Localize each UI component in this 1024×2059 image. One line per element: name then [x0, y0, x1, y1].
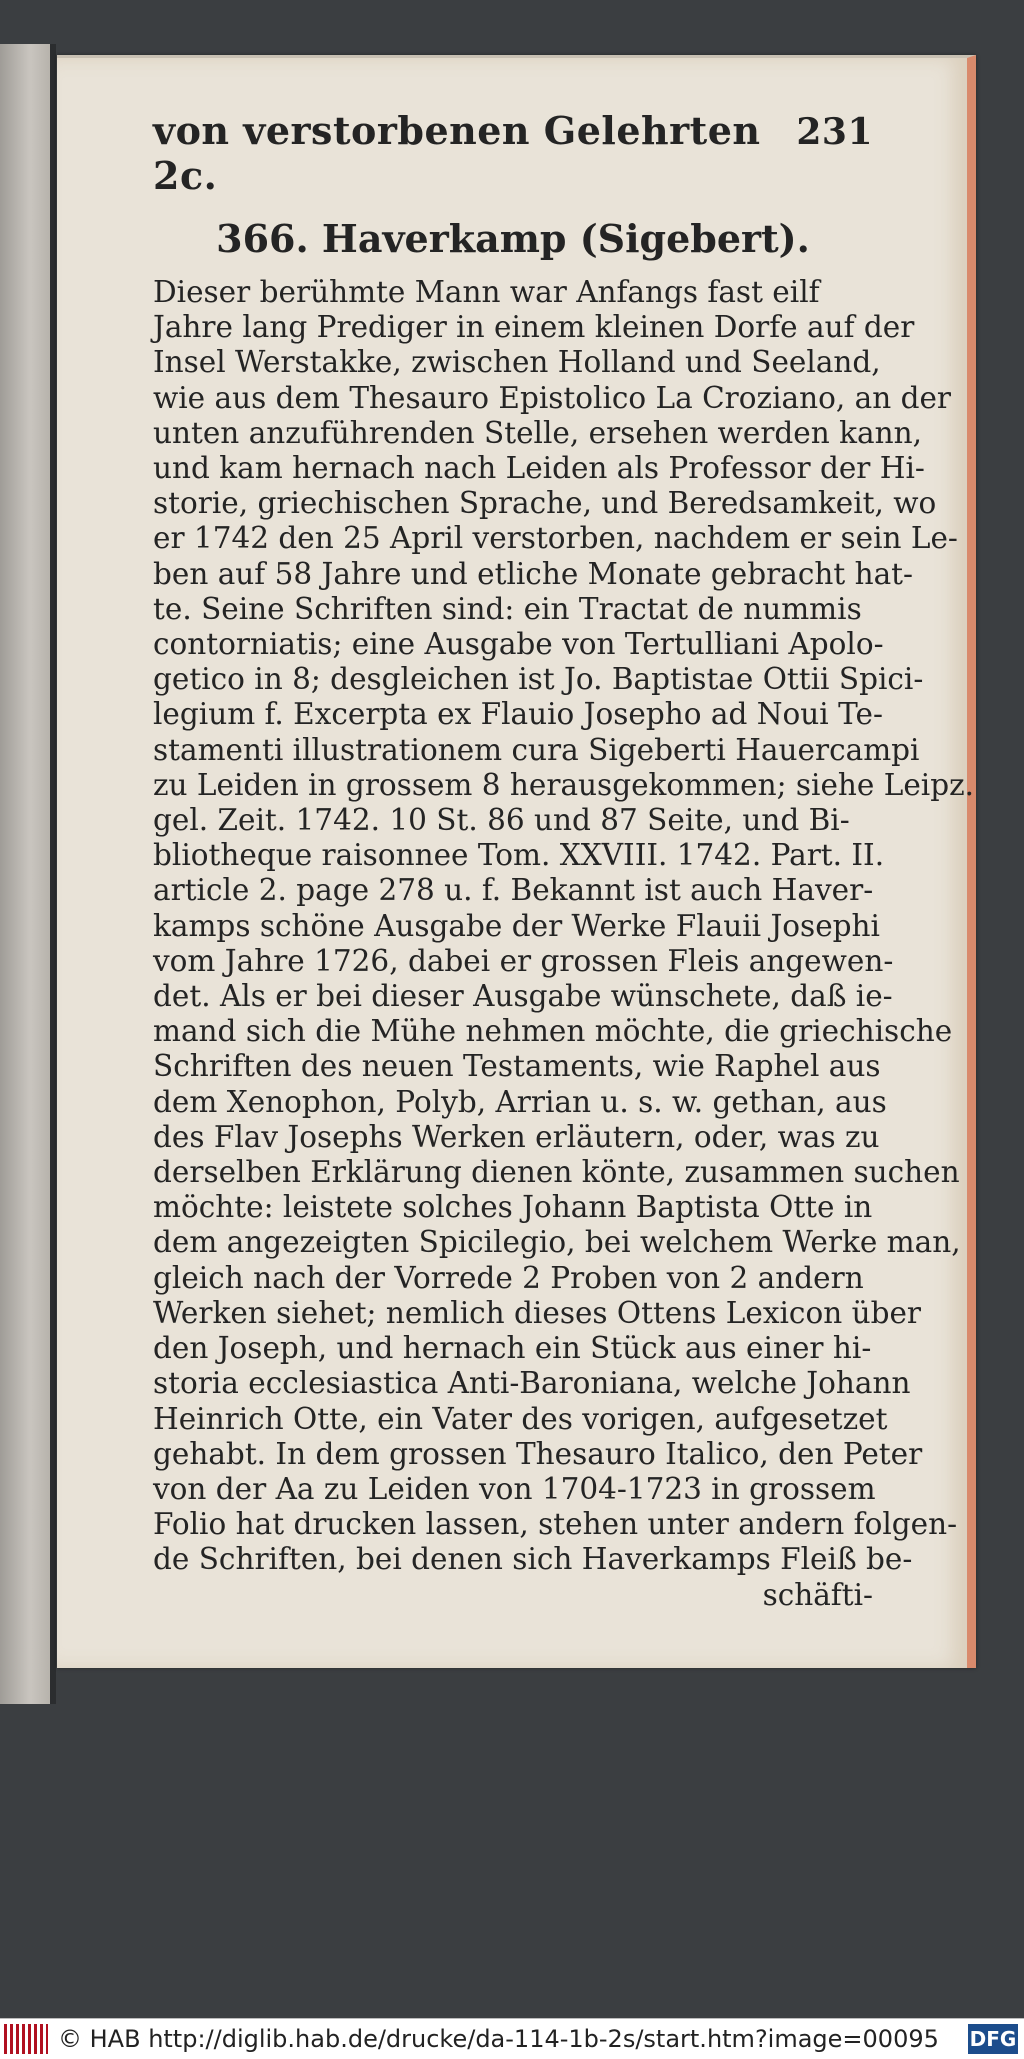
footer-bar [0, 2018, 1024, 2059]
text-line: te. Seine Schriften sind: ein Tractat de nummis [153, 591, 862, 626]
text-line: des Flav Josephs Werken erläutern, oder, was zu [153, 1119, 880, 1154]
previous-page-edge [0, 44, 52, 1704]
text-line: mand sich die Mühe nehmen möchte, die griechische [153, 1014, 953, 1049]
text-line: Insel Werstakke, zwischen Holland und Seeland, [153, 345, 881, 380]
text-line: contorniatis; eine Ausgabe von Tertulliani Apolo- [153, 627, 884, 662]
text-line: gleich nach der Vorrede 2 Proben von 2 andern [153, 1260, 864, 1295]
text-line: storie, griechischen Sprache, und Beredsamkeit, wo [153, 486, 937, 521]
text-line: legium f. Excerpta ex Flauio Josepho ad Noui Te- [153, 697, 883, 732]
dfg-logo: DFG [968, 2024, 1018, 2054]
text-line: unten anzuführenden Stelle, ersehen werden kann, [153, 415, 922, 450]
text-line: stamenti illustrationem cura Sigeberti Hauercampi [153, 732, 920, 767]
text-line: derselben Erklärung dienen könte, zusammen suchen [153, 1155, 960, 1190]
running-head [153, 108, 873, 198]
copyright-link[interactable]: © HAB http://diglib.hab.de/drucke/da-114-1b-2s/start.htm?image=00095 [58, 2025, 939, 2053]
text-line: Werken siehet; nemlich dieses Ottens Lexicon über [153, 1295, 922, 1330]
hab-logo-icon [4, 2024, 48, 2054]
entry-heading: 366. Haverkamp (Sigebert). [216, 216, 810, 261]
text-line: ben auf 58 Jahre und etliche Monate gebracht hat- [153, 556, 913, 591]
body-text [153, 275, 975, 1578]
text-line: von der Aa zu Leiden von 1704-1723 in grossem [153, 1471, 876, 1506]
text-line: bliotheque raisonnee Tom. XXVIII. 1742. Part. II. [153, 838, 885, 873]
text-line: dem Xenophon, Polyb, Arrian u. s. w. gethan, aus [153, 1084, 887, 1119]
text-line: zu Leiden in grossem 8 herausgekommen; siehe Leipz. [153, 767, 975, 802]
text-line: möchte: leistete solches Johann Baptista Otte in [153, 1190, 873, 1225]
running-head-title: von verstorbenen Gelehrten 2c. [153, 108, 761, 198]
page-content [153, 108, 975, 1613]
text-line: dem angezeigten Spicilegio, bei welchem Werke man, [153, 1225, 961, 1260]
text-line: vom Jahre 1726, dabei er grossen Fleis angewen- [153, 943, 894, 978]
text-line: er 1742 den 25 April verstorben, nachdem er sein Le- [153, 521, 958, 556]
text-line: getico in 8; desgleichen ist Jo. Baptistae Ottii Spici- [153, 662, 924, 697]
text-line: gehabt. In dem grossen Thesauro Italico, den Peter [153, 1436, 923, 1471]
text-line: Dieser berühmte Mann war Anfangs fast eilf [153, 275, 820, 309]
text-line: article 2. page 278 u. f. Bekannt ist auch Haver- [153, 873, 874, 908]
text-line: Heinrich Otte, ein Vater des vorigen, aufgesetzet [153, 1401, 888, 1436]
page-number: 231 [796, 111, 873, 153]
text-line: de Schriften, bei denen sich Haverkamps Fleiß be- [153, 1542, 913, 1577]
text-line: storia ecclesiastica Anti-Baroniana, welche Johann [153, 1366, 911, 1401]
catchword: schäfti- [762, 1577, 873, 1612]
text-line: wie aus dem Thesauro Epistolico La Croziano, an der [153, 380, 952, 415]
text-line: Schriften des neuen Testaments, wie Raphel aus [153, 1049, 881, 1084]
text-line: Folio hat drucken lassen, stehen unter andern folgen- [153, 1507, 958, 1542]
text-line: und kam hernach nach Leiden als Professor der Hi- [153, 451, 925, 486]
book-page [57, 55, 976, 1668]
text-line: kamps schöne Ausgabe der Werke Flauii Josephi [153, 908, 880, 943]
page-gutter [50, 44, 56, 1704]
text-line: gel. Zeit. 1742. 10 St. 86 und 87 Seite, und Bi- [153, 803, 850, 838]
text-line: det. Als er bei dieser Ausgabe wünschete, daß ie- [153, 979, 893, 1014]
text-line: den Joseph, und hernach ein Stück aus einer hi- [153, 1331, 872, 1366]
text-line: Jahre lang Prediger in einem kleinen Dorfe auf der [153, 310, 915, 345]
